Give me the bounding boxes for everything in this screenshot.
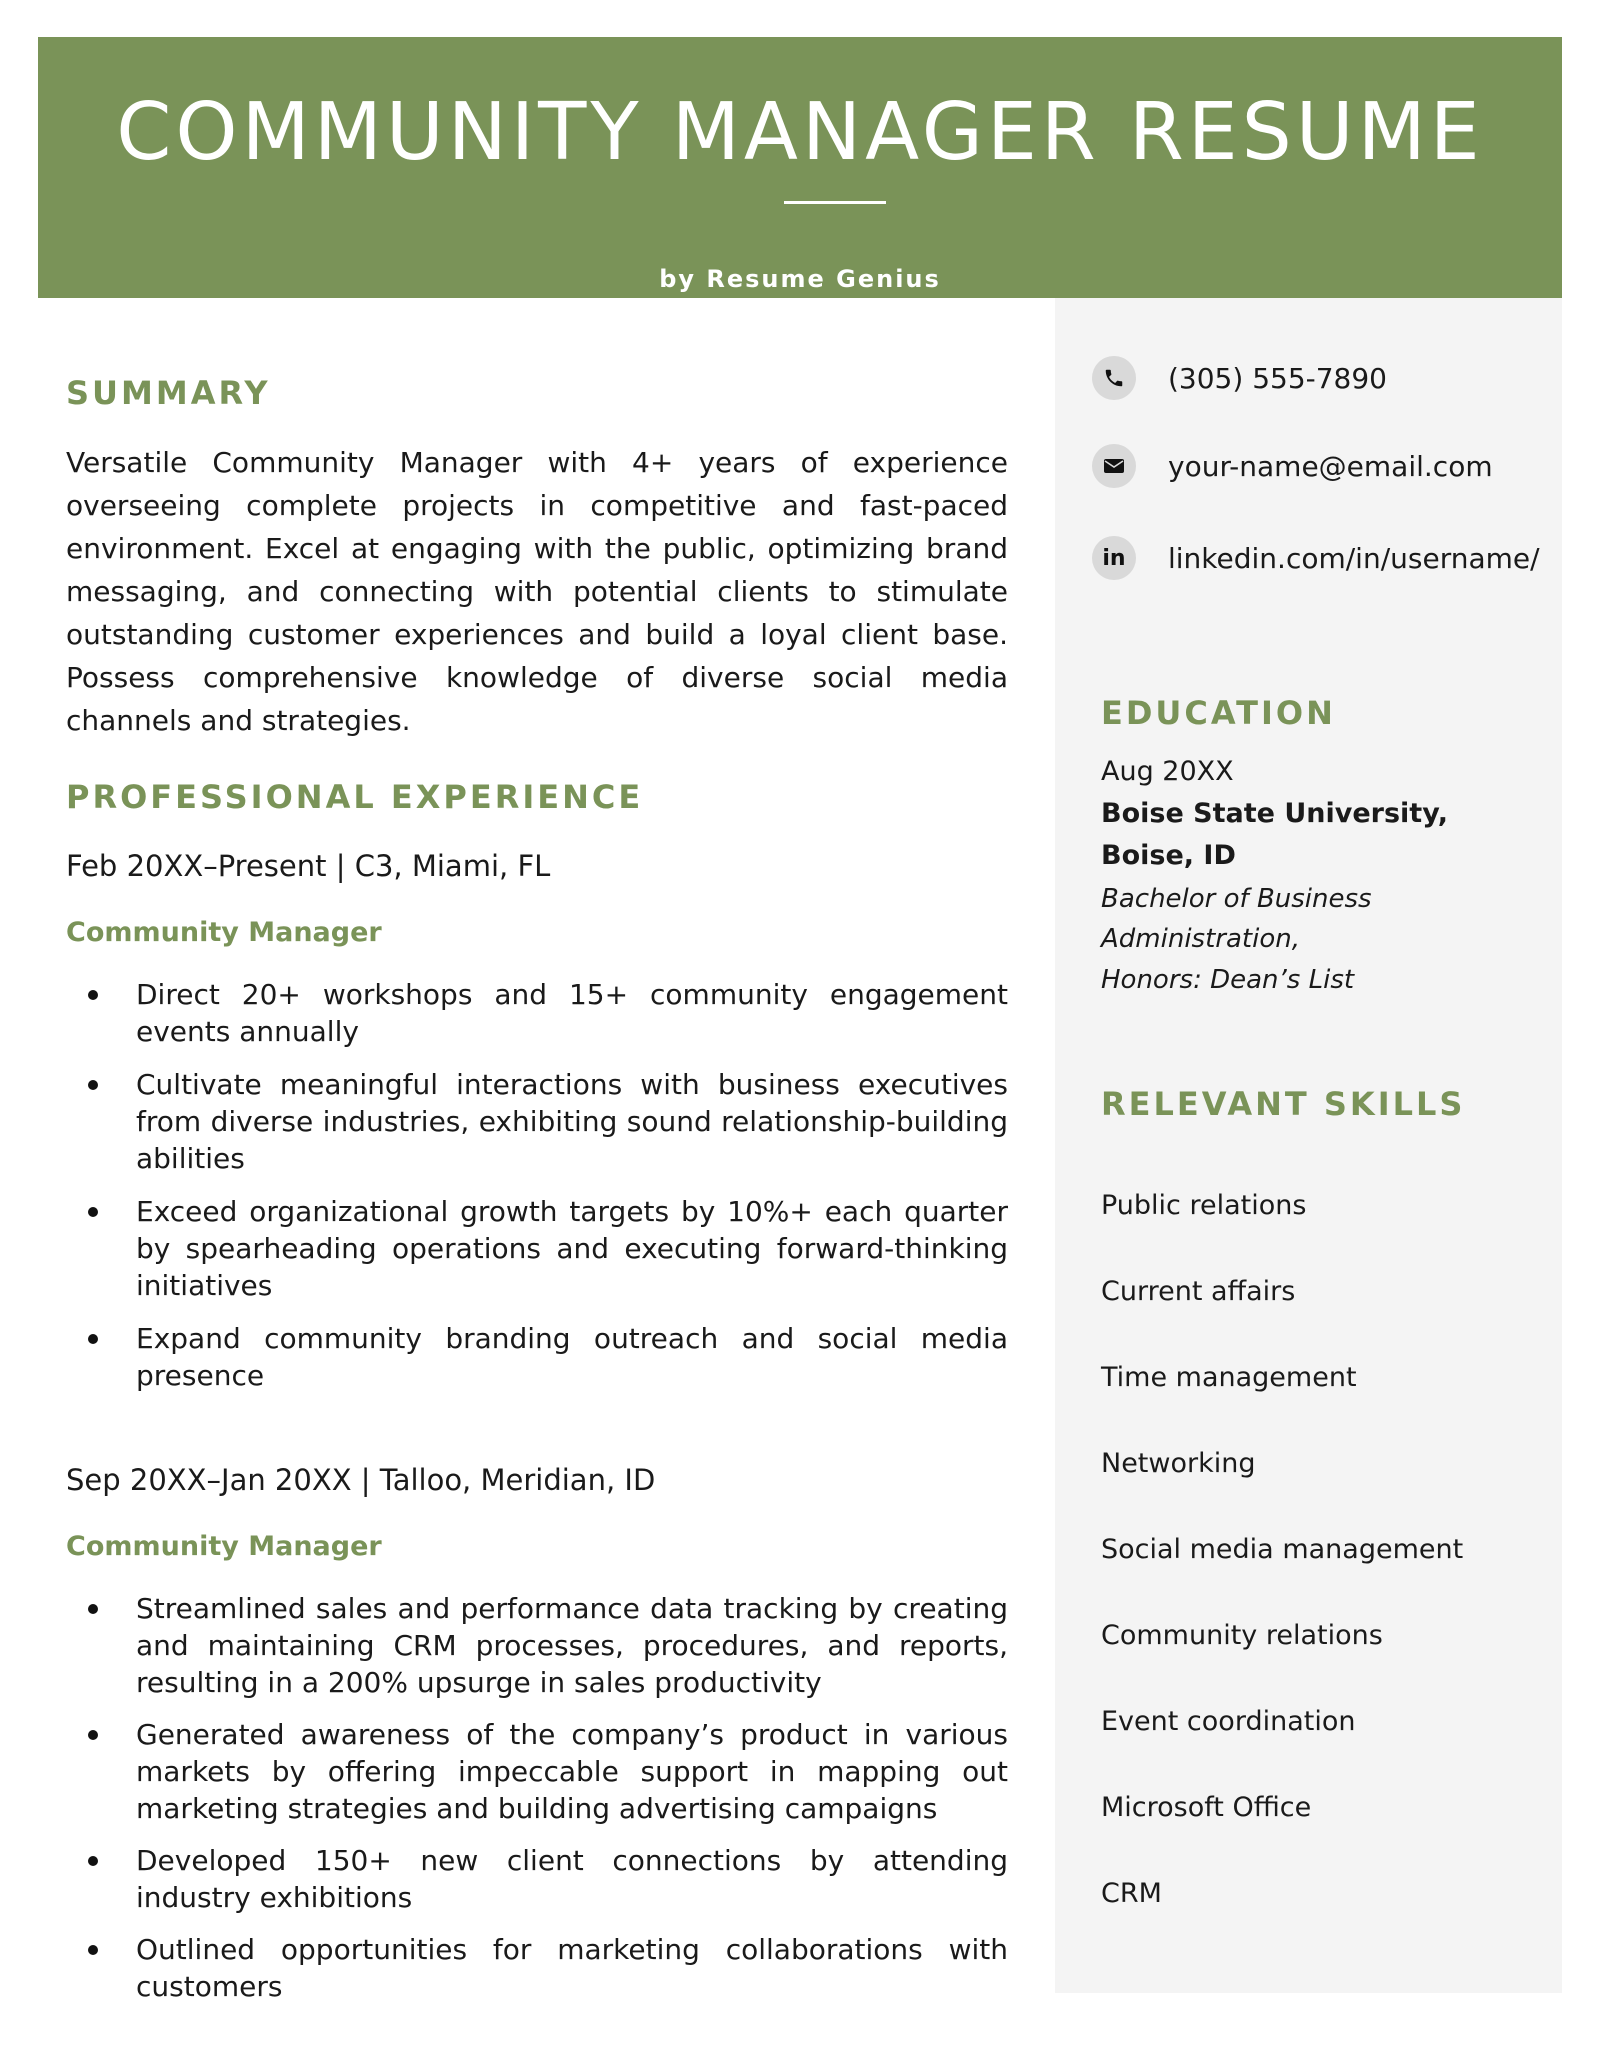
bullet-item: Developed 150+ new client connections by attending industry exhibitions [66, 1842, 1008, 1916]
experience-heading: PROFESSIONAL EXPERIENCE [66, 778, 644, 816]
bullet-item: Direct 20+ workshops and 15+ community engagement events annually [66, 976, 1008, 1050]
contact-linkedin-row[interactable] [1092, 535, 1540, 581]
summary-heading: SUMMARY [66, 374, 271, 412]
bullet-dot [88, 990, 98, 1000]
skill-item: Current affairs [1101, 1276, 1296, 1307]
job-meta: Feb 20XX–Present | C3, Miami, FL [66, 849, 551, 883]
education-heading: EDUCATION [1101, 694, 1336, 732]
contact-phone-row[interactable] [1092, 355, 1387, 401]
email-text: your-name@email.com [1168, 449, 1493, 483]
resume-title: COMMUNITY MANAGER RESUME [116, 86, 1484, 178]
skill-item: Microsoft Office [1101, 1792, 1312, 1823]
bullet-dot [88, 1730, 98, 1740]
envelope-icon [1092, 444, 1136, 488]
education-location: Boise, ID [1101, 840, 1236, 871]
title-divider [784, 201, 886, 204]
skills-heading: RELEVANT SKILLS [1101, 1085, 1466, 1123]
skill-item: Time management [1101, 1362, 1357, 1393]
job-meta: Sep 20XX–Jan 20XX | Talloo, Meridian, ID [66, 1463, 656, 1497]
header-banner [38, 37, 1562, 298]
education-degree: Administration, [1101, 924, 1300, 954]
bullet-item: Generated awareness of the company’s product in various markets by offering impeccable support in mapping out marketing strategies and building advertising campaigns [66, 1716, 1008, 1827]
skill-item: Networking [1101, 1448, 1256, 1479]
bullet-dot [88, 1604, 98, 1614]
bullet-item: Outlined opportunities for marketing collaborations with customers [66, 1931, 1008, 2005]
bullet-item: Expand community branding outreach and social media presence [66, 1320, 1008, 1394]
linkedin-icon: in [1092, 536, 1136, 580]
bullet-dot [88, 1334, 98, 1344]
bullet-dot [88, 1856, 98, 1866]
job-bullets [66, 1590, 1008, 2005]
job-bullets [66, 976, 1008, 1394]
education-date: Aug 20XX [1101, 756, 1234, 787]
skill-item: Community relations [1101, 1620, 1383, 1651]
skill-item: CRM [1101, 1878, 1162, 1909]
linkedin-text: linkedin.com/in/username/ [1168, 541, 1540, 575]
bullet-item: Cultivate meaningful interactions with business executives from diverse industries, exhibiting sound relationship-building abilities [66, 1066, 1008, 1177]
skill-item: Social media management [1101, 1534, 1464, 1565]
job-role: Community Manager [66, 1531, 382, 1562]
contact-email-row[interactable] [1092, 443, 1493, 489]
education-degree: Bachelor of Business [1101, 884, 1372, 914]
bullet-item: Streamlined sales and performance data tracking by creating and maintaining CRM processes, procedures, and reports, resulting in a 200% upsurge in sales productivity [66, 1590, 1008, 1701]
job-role: Community Manager [66, 917, 382, 948]
education-honors: Honors: Dean’s List [1101, 965, 1355, 995]
bullet-dot [88, 1080, 98, 1090]
summary-text: Versatile Community Manager with 4+ years of experience overseeing complete projects in competitive and fast-paced environment. Excel at engaging with the public, optimizing brand messaging, and connecting with potential clients to stimulate outstanding customer experiences and build a loyal client base. Possess comprehensive knowledge of diverse social media channels and strategies. [66, 446, 1008, 737]
bullet-item: Exceed organizational growth targets by 10%+ each quarter by spearheading operations and executing forward-thinking initiatives [66, 1193, 1008, 1304]
bullet-dot [88, 1207, 98, 1217]
skill-item: Public relations [1101, 1190, 1307, 1221]
bullet-dot [88, 1945, 98, 1955]
skill-item: Event coordination [1101, 1706, 1356, 1737]
education-school: Boise State University, [1101, 798, 1448, 829]
byline: by Resume Genius [659, 265, 941, 293]
phone-icon [1092, 356, 1136, 400]
phone-text: (305) 555-7890 [1168, 361, 1387, 395]
